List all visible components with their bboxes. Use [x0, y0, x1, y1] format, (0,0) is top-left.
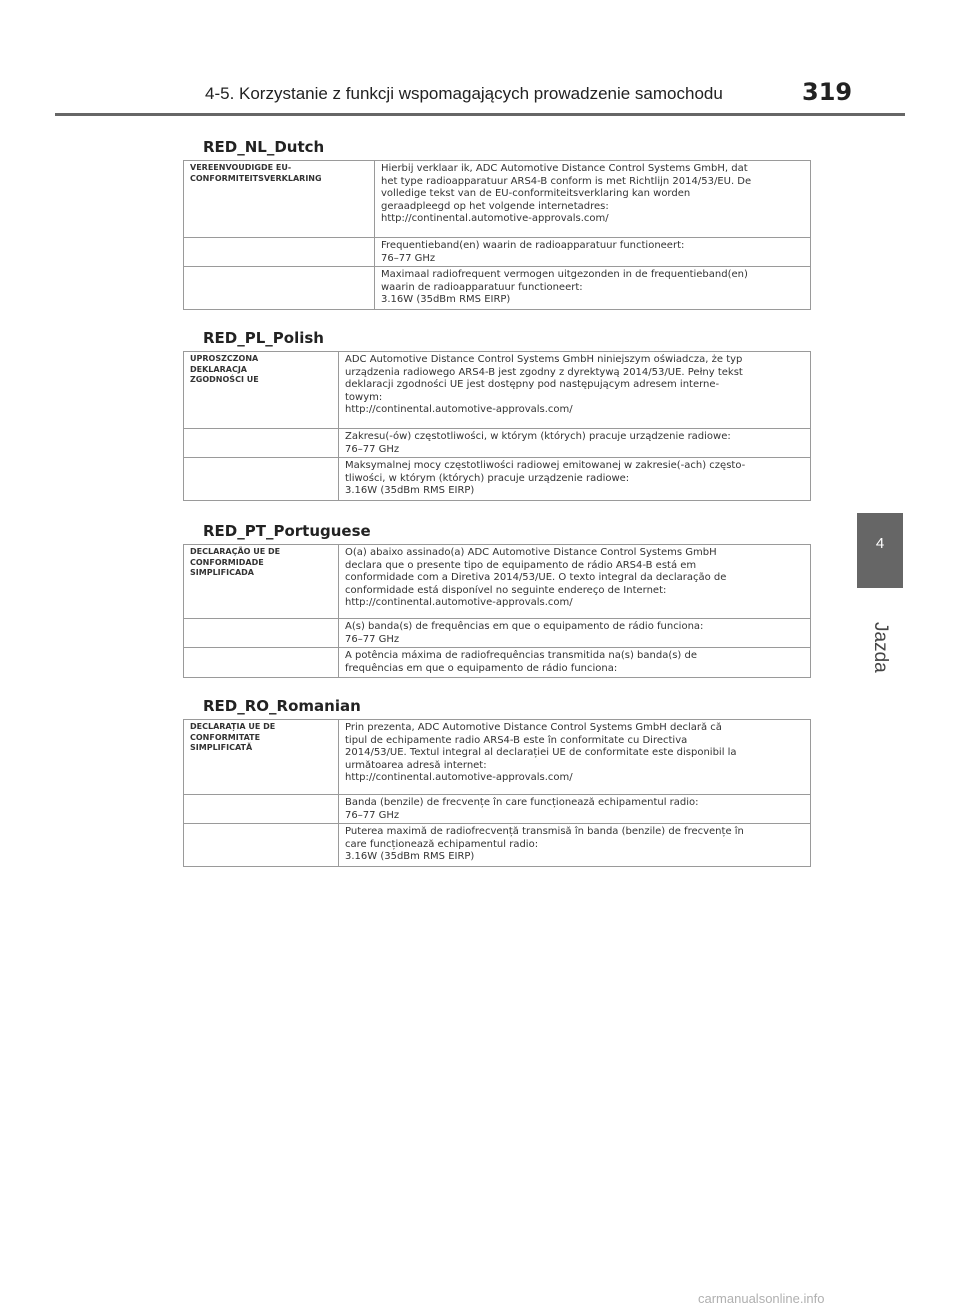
frequency-text: A(s) banda(s) de frequências em que o equipamento de rádio funciona: 76–77 GHz [339, 619, 811, 648]
declaration-table [183, 544, 811, 678]
power-text: Maximaal radiofrequent vermogen uitgezonden in de frequentieband(en) waarin de radioapparatuur functioneert: 3.16W (35dBm RMS EIRP) [375, 267, 811, 310]
declaration-table [183, 719, 811, 867]
table-row [184, 161, 811, 238]
chapter-tab [857, 513, 903, 588]
header-rule [55, 113, 905, 116]
declaration-text: Hierbij verklaar ik, ADC Automotive Distance Control Systems GmbH, dat het type radioapparatuur ARS4-B conform is met Richtlijn 2014/53/EU. De volledige tekst van de EU-conformiteitsverklaring kan worden geraadpleegd op het volgende internetadres: http://continental.automotive-approvals.com/ [375, 161, 811, 238]
empty-cell [184, 619, 339, 648]
section-title: RED_PL_Polish [203, 329, 324, 347]
table-row [184, 429, 811, 458]
page-header [0, 78, 960, 112]
frequency-text: Banda (benzile) de frecvențe în care funcționează echipamentul radio: 76–77 GHz [339, 795, 811, 824]
declaration-table [183, 351, 811, 501]
table-row [184, 352, 811, 429]
page-number: 319 [802, 78, 853, 106]
table-row [184, 720, 811, 795]
declaration-table [183, 160, 811, 310]
table-row [184, 238, 811, 267]
declaration-text: O(a) abaixo assinado(a) ADC Automotive Distance Control Systems GmbH declara que o presente tipo de equipamento de rádio ARS4-B está em conformidade com a Diretiva 2014/53/UE. O texto integral da declaração de conformidade está disponível no seguinte endereço de Internet: http://continental.automotive-approvals.com/ [339, 545, 811, 619]
empty-cell [184, 458, 339, 501]
frequency-text: Zakresu(-ów) częstotliwości, w którym (których) pracuje urządzenie radiowe: 76–77 GHz [339, 429, 811, 458]
section-title: RED_PT_Portuguese [203, 522, 371, 540]
empty-cell [184, 795, 339, 824]
table-row [184, 795, 811, 824]
section-title: RED_RO_Romanian [203, 697, 361, 715]
declaration-label: VEREENVOUDIGDE EU- CONFORMITEITSVERKLARING [184, 161, 375, 238]
table-row [184, 458, 811, 501]
frequency-text: Frequentieband(en) waarin de radioapparatuur functioneert: 76–77 GHz [375, 238, 811, 267]
declaration-text: Prin prezenta, ADC Automotive Distance Control Systems GmbH declară că tipul de echipamente radio ARS4-B este în conformitate cu Directiva 2014/53/UE. Textul integral al declarației UE de conformitate este disponibil la următoarea adresă internet: http://continental.automotive-approvals.com/ [339, 720, 811, 795]
table-row [184, 545, 811, 619]
empty-cell [184, 238, 375, 267]
chapter-number: 4 [875, 535, 885, 552]
declaration-label: UPROSZCZONA DEKLARACJA ZGODNOŚCI UE [184, 352, 339, 429]
table-row [184, 267, 811, 310]
section-title: RED_NL_Dutch [203, 138, 325, 156]
empty-cell [184, 267, 375, 310]
header-title: 4-5. Korzystanie z funkcji wspomagających prowadzenie samochodu [205, 84, 723, 103]
empty-cell [184, 648, 339, 678]
watermark-text: carmanualsonline.info [698, 1291, 825, 1306]
power-text: A potência máxima de radiofrequências transmitida na(s) banda(s) de frequências em que o equipamento de rádio funciona: [339, 648, 811, 678]
declaration-label: DECLARAÇÃO UE DE CONFORMIDADE SIMPLIFICADA [184, 545, 339, 619]
declaration-text: ADC Automotive Distance Control Systems GmbH niniejszym oświadcza, że typ urządzenia radiowego ARS4-B jest zgodny z dyrektywą 2014/53/UE. Pełny tekst deklaracji zgodności UE jest dostępny pod następującym adresem interne- towym: http://continental.automotive-approvals.com/ [339, 352, 811, 429]
power-text: Puterea maximă de radiofrecvență transmisă în banda (benzile) de frecvențe în care funcționează echipamentul radio: 3.16W (35dBm RMS EIRP) [339, 824, 811, 867]
empty-cell [184, 429, 339, 458]
table-row [184, 824, 811, 867]
power-text: Maksymalnej mocy częstotliwości radiowej emitowanej w zakresie(-ach) często- tliwości, w którym (których) pracuje urządzenie radiowe: 3.16W (35dBm RMS EIRP) [339, 458, 811, 501]
declaration-label: DECLARAȚIA UE DE CONFORMITATE SIMPLIFICATĂ [184, 720, 339, 795]
chapter-label: Jazda [870, 622, 891, 673]
table-row [184, 619, 811, 648]
table-row [184, 648, 811, 678]
empty-cell [184, 824, 339, 867]
